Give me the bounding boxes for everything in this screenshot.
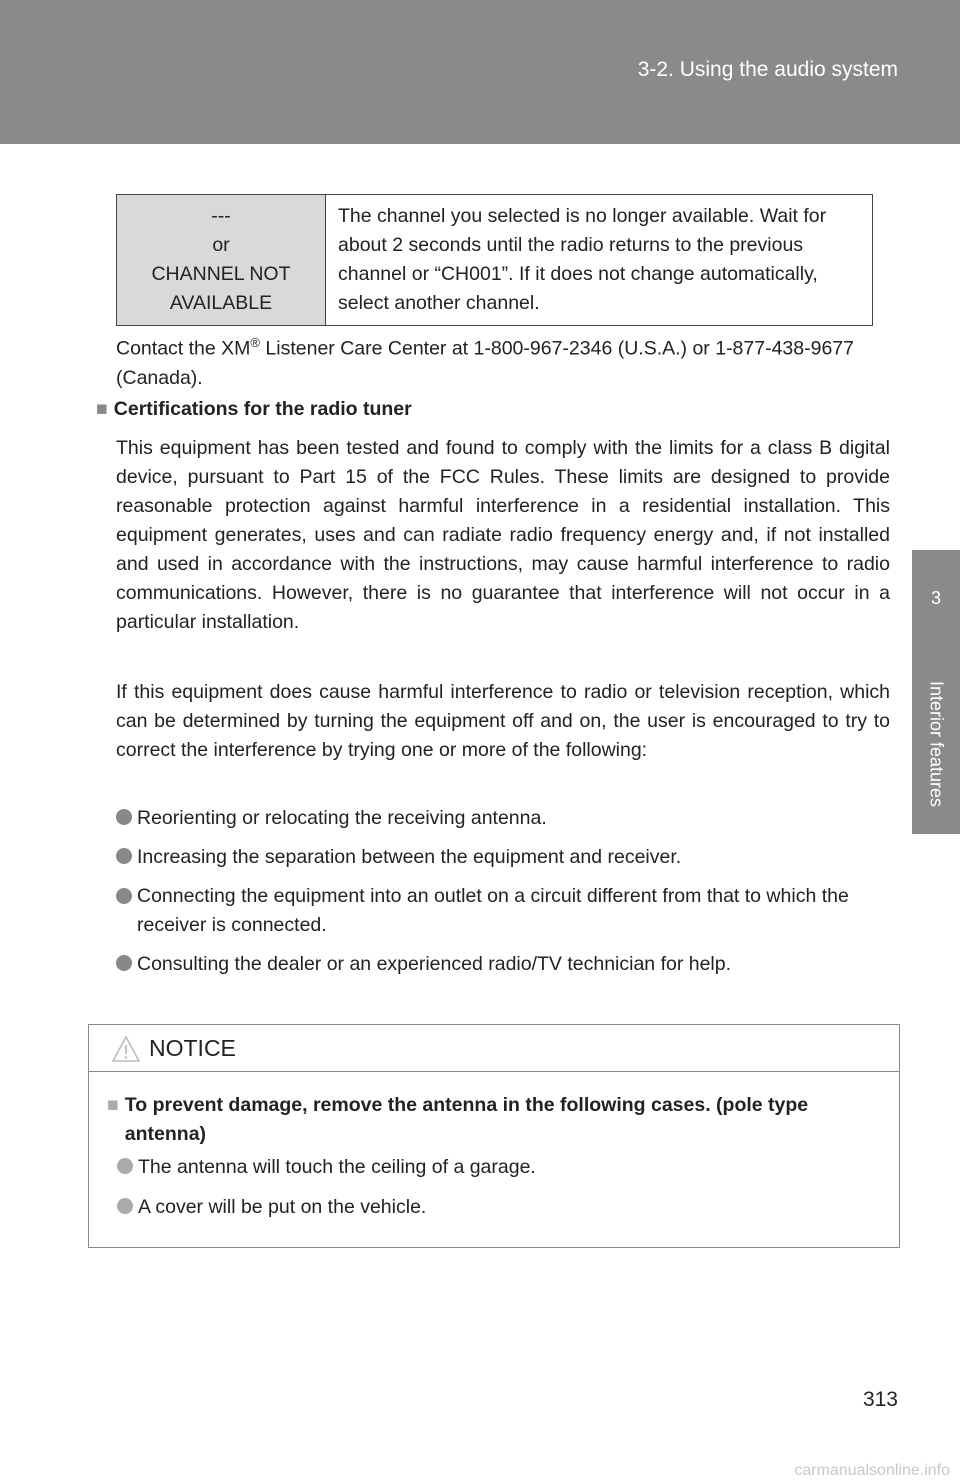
notice-box [88, 1024, 900, 1248]
chapter-label-text: Interior features [926, 680, 947, 808]
list-item-text: Connecting the equipment into an outlet on a circuit different from that to which the receiver is connected. [137, 885, 849, 936]
notice-list-item-text: The antenna will touch the ceiling of a garage. [138, 1156, 536, 1178]
table-row [117, 195, 873, 326]
chapter-tab-label [912, 654, 960, 834]
cert-heading [96, 398, 412, 421]
bullet-dot-icon [116, 888, 132, 904]
notice-heading-text: To prevent damage, remove the antenna in the following cases. (pole type antenna) [124, 1094, 809, 1145]
bullet-dot-icon [117, 1158, 133, 1174]
page-number: 313 [862, 1388, 898, 1411]
square-bullet-icon: ■ [107, 1094, 119, 1116]
page-header [0, 0, 960, 144]
notice-list-item [117, 1193, 426, 1222]
bullet-dot-icon [117, 1198, 133, 1214]
warning-triangle-icon [111, 1035, 141, 1063]
message-code-line: AVAILABLE [169, 292, 273, 314]
notice-title: NOTICE [149, 1035, 236, 1061]
notice-header [89, 1025, 899, 1072]
contact-prefix: Contact the XM [116, 337, 251, 360]
list-item-text: Consulting the dealer or an experienced radio/TV technician for help. [137, 953, 732, 975]
message-code-line: --- [211, 205, 231, 227]
list-item-text: Increasing the separation between the equipment and receiver. [137, 846, 682, 868]
message-code-line: or [212, 234, 230, 256]
square-bullet-icon: ■ [96, 398, 108, 420]
bullet-dot-icon [116, 955, 132, 971]
section-title: 3-2. Using the audio system [637, 58, 898, 81]
contact-paragraph [116, 328, 890, 393]
list-item [116, 804, 896, 833]
chapter-tab-number: 3 [912, 550, 960, 654]
bullet-dot-icon [116, 809, 132, 825]
list-item [116, 950, 896, 979]
contact-suffix: Listener Care Center at 1-800-967-2346 (U.S.A.) or 1-877-438-9677 (Canada). [116, 337, 854, 389]
notice-list-item-text: A cover will be put on the vehicle. [138, 1196, 427, 1218]
cert-heading-text: Certifications for the radio tuner [113, 398, 412, 420]
message-code-cell [117, 195, 326, 326]
list-item [116, 843, 896, 872]
message-description-cell: The channel you selected is no longer available. Wait for about 2 seconds until the radio returns to the previous channel or “CH001”. If it does not change automatically, select another channel. [326, 195, 873, 326]
list-item-text: Reorienting or relocating the receiving antenna. [137, 807, 547, 829]
cert-paragraph-2: If this equipment does cause harmful interference to radio or television reception, which can be determined by turning the equipment off and on, the user is encouraged to try to correct the interference by trying one or more of the following: [116, 681, 890, 761]
watermark: carmanualsonline.info [794, 1462, 950, 1479]
message-code-line: CHANNEL NOT [151, 263, 291, 285]
bullet-dot-icon [116, 848, 132, 864]
message-table [116, 194, 873, 326]
cert-paragraph-1: This equipment has been tested and found to comply with the limits for a class B digital device, pursuant to Part 15 of the FCC Rules. These limits are designed to provide reasonable protection against harmful interference in a residential installation. This equipment generates, uses and can radiate radio frequency energy and, if not installed and used in accordance with the instructions, may cause harmful interference to radio communications. However, there is no guarantee that interference will not occur in a particular installation. [116, 437, 890, 633]
registered-mark: ® [250, 335, 260, 350]
notice-list-item [117, 1153, 536, 1182]
list-item [116, 882, 876, 940]
notice-heading [107, 1091, 867, 1149]
